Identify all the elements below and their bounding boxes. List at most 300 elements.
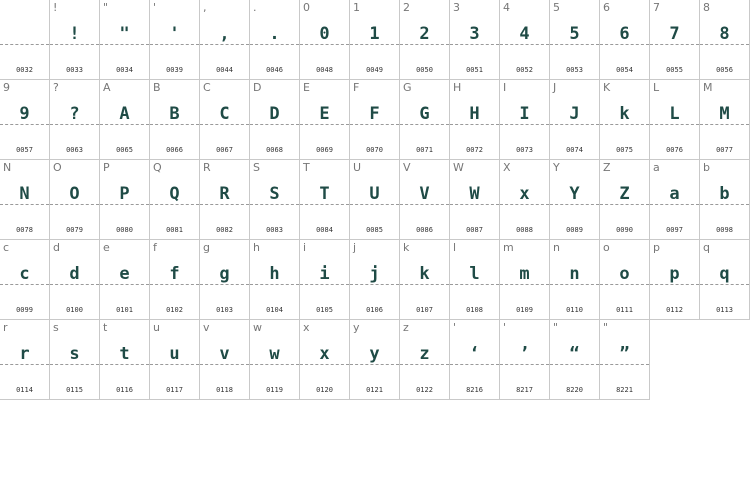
glyph-sample: u	[169, 344, 180, 364]
glyph-sample: d	[69, 264, 80, 284]
glyph-label: N	[3, 161, 12, 174]
glyph-cell	[350, 320, 400, 400]
glyph-code: 0077	[716, 146, 733, 154]
glyph-code: 0104	[266, 306, 283, 314]
glyph-code: 0100	[66, 306, 83, 314]
glyph-sample: g	[219, 264, 230, 284]
glyph-label: t	[103, 321, 108, 334]
glyph-cell	[150, 320, 200, 400]
glyph-sample: I	[519, 104, 530, 124]
glyph-sample: W	[469, 184, 480, 204]
glyph-cell	[450, 240, 500, 320]
glyph-cell	[500, 80, 550, 160]
glyph-cell	[350, 0, 400, 80]
glyph-cell	[450, 80, 500, 160]
baseline-guide	[250, 44, 299, 45]
baseline-guide	[550, 364, 599, 365]
baseline-guide	[650, 44, 699, 45]
glyph-sample: j	[369, 264, 380, 284]
glyph-label: i	[303, 241, 307, 254]
glyph-label: '	[453, 321, 457, 334]
glyph-code: 0108	[466, 306, 483, 314]
glyph-cell	[0, 320, 50, 400]
glyph-cell	[400, 80, 450, 160]
glyph-sample: M	[719, 104, 730, 124]
glyph-cell	[300, 80, 350, 160]
glyph-label: v	[203, 321, 210, 334]
glyph-cell	[50, 0, 100, 80]
glyph-label: E	[303, 81, 310, 94]
glyph-sample: x	[519, 184, 530, 204]
glyph-sample: c	[19, 264, 30, 284]
baseline-guide	[0, 124, 49, 125]
baseline-guide	[500, 44, 549, 45]
baseline-guide	[100, 124, 149, 125]
glyph-label: V	[403, 161, 411, 174]
glyph-code: 0063	[66, 146, 83, 154]
baseline-guide	[100, 364, 149, 365]
glyph-code: 0044	[216, 66, 233, 74]
glyph-label: ,	[203, 1, 207, 14]
glyph-cell	[250, 160, 300, 240]
glyph-sample: 5	[569, 24, 580, 44]
glyph-cell	[400, 160, 450, 240]
glyph-code: 0107	[416, 306, 433, 314]
glyph-sample: h	[269, 264, 280, 284]
glyph-sample: k	[619, 104, 630, 124]
glyph-code: 0121	[366, 386, 383, 394]
glyph-label: n	[553, 241, 560, 254]
glyph-label: a	[653, 161, 660, 174]
baseline-guide	[0, 44, 49, 45]
glyph-code: 0083	[266, 226, 283, 234]
glyph-sample: y	[369, 344, 380, 364]
glyph-cell	[250, 320, 300, 400]
glyph-label: "	[603, 321, 609, 334]
glyph-cell	[550, 80, 600, 160]
glyph-cell	[450, 0, 500, 80]
glyph-label: 3	[453, 1, 460, 14]
glyph-code: 8220	[566, 386, 583, 394]
glyph-cell	[250, 0, 300, 80]
baseline-guide	[500, 204, 549, 205]
glyph-label: d	[53, 241, 60, 254]
glyph-code: 0065	[116, 146, 133, 154]
glyph-cell	[500, 320, 550, 400]
glyph-cell	[250, 240, 300, 320]
glyph-cell	[650, 80, 700, 160]
glyph-cell	[600, 160, 650, 240]
glyph-sample: 3	[469, 24, 480, 44]
glyph-code: 0103	[216, 306, 233, 314]
glyph-code: 0032	[16, 66, 33, 74]
glyph-cell	[200, 240, 250, 320]
glyph-cell	[150, 0, 200, 80]
baseline-guide	[400, 284, 449, 285]
baseline-guide	[350, 124, 399, 125]
glyph-code: 0085	[366, 226, 383, 234]
glyph-sample: N	[19, 184, 30, 204]
glyph-cell	[700, 0, 750, 80]
glyph-cell	[300, 320, 350, 400]
glyph-sample: R	[219, 184, 230, 204]
glyph-label: s	[53, 321, 59, 334]
glyph-code: 0099	[16, 306, 33, 314]
glyph-label: R	[203, 161, 211, 174]
glyph-code: 0090	[616, 226, 633, 234]
glyph-code: 8217	[516, 386, 533, 394]
glyph-code: 0068	[266, 146, 283, 154]
glyph-cell	[650, 0, 700, 80]
glyph-label: '	[153, 1, 157, 14]
glyph-code: 0115	[66, 386, 83, 394]
glyph-cell	[250, 80, 300, 160]
baseline-guide	[200, 284, 249, 285]
glyph-code: 0101	[116, 306, 133, 314]
baseline-guide	[200, 204, 249, 205]
glyph-cell	[100, 240, 150, 320]
glyph-code: 0105	[316, 306, 333, 314]
glyph-cell	[550, 160, 600, 240]
glyph-sample: m	[519, 264, 530, 284]
glyph-cell	[100, 160, 150, 240]
glyph-sample: w	[269, 344, 280, 364]
glyph-label: x	[303, 321, 310, 334]
glyph-sample: “	[569, 344, 580, 364]
glyph-sample: b	[719, 184, 730, 204]
glyph-sample: 2	[419, 24, 430, 44]
glyph-code: 0118	[216, 386, 233, 394]
glyph-sample: U	[369, 184, 380, 204]
glyph-code: 8221	[616, 386, 633, 394]
glyph-sample: Y	[569, 184, 580, 204]
glyph-cell	[700, 160, 750, 240]
glyph-sample: 0	[319, 24, 330, 44]
baseline-guide	[300, 364, 349, 365]
glyph-code: 0070	[366, 146, 383, 154]
glyph-code: 0073	[516, 146, 533, 154]
baseline-guide	[450, 284, 499, 285]
baseline-guide	[150, 204, 199, 205]
glyph-label: H	[453, 81, 462, 94]
baseline-guide	[350, 204, 399, 205]
glyph-code: 0074	[566, 146, 583, 154]
baseline-guide	[150, 44, 199, 45]
glyph-code: 0039	[166, 66, 183, 74]
glyph-code: 0079	[66, 226, 83, 234]
glyph-cell	[550, 0, 600, 80]
glyph-code: 0112	[666, 306, 683, 314]
glyph-label: .	[253, 1, 257, 14]
glyph-sample: 4	[519, 24, 530, 44]
glyph-label: D	[253, 81, 262, 94]
glyph-cell	[650, 240, 700, 320]
glyph-cell	[50, 240, 100, 320]
glyph-label: f	[153, 241, 157, 254]
glyph-label: z	[403, 321, 409, 334]
baseline-guide	[0, 364, 49, 365]
glyph-label: X	[503, 161, 511, 174]
glyph-sample: J	[569, 104, 580, 124]
baseline-guide	[150, 124, 199, 125]
glyph-code: 0033	[66, 66, 83, 74]
glyph-code: 0114	[16, 386, 33, 394]
glyph-code: 0119	[266, 386, 283, 394]
glyph-sample: C	[219, 104, 230, 124]
glyph-cell	[700, 240, 750, 320]
glyph-sample: "	[119, 24, 130, 44]
baseline-guide	[300, 44, 349, 45]
baseline-guide	[700, 124, 749, 125]
glyph-cell	[150, 160, 200, 240]
baseline-guide	[300, 204, 349, 205]
glyph-cell	[0, 80, 50, 160]
baseline-guide	[650, 124, 699, 125]
glyph-sample: e	[119, 264, 130, 284]
glyph-code: 0071	[416, 146, 433, 154]
glyph-label: 7	[653, 1, 660, 14]
glyph-label: B	[153, 81, 161, 94]
glyph-code: 0069	[316, 146, 333, 154]
glyph-cell	[500, 0, 550, 80]
glyph-cell	[450, 320, 500, 400]
glyph-sample: v	[219, 344, 230, 364]
glyph-label: M	[703, 81, 713, 94]
glyph-sample: D	[269, 104, 280, 124]
glyph-cell	[300, 0, 350, 80]
glyph-label: 1	[353, 1, 360, 14]
baseline-guide	[100, 204, 149, 205]
glyph-label: F	[353, 81, 360, 94]
glyph-label: o	[603, 241, 610, 254]
glyph-sample: O	[69, 184, 80, 204]
glyph-label: U	[353, 161, 362, 174]
baseline-guide	[350, 44, 399, 45]
baseline-guide	[400, 204, 449, 205]
glyph-cell	[350, 240, 400, 320]
glyph-code: 0055	[666, 66, 683, 74]
baseline-guide	[300, 284, 349, 285]
glyph-sample: x	[319, 344, 330, 364]
glyph-code: 0056	[716, 66, 733, 74]
glyph-label: e	[103, 241, 110, 254]
baseline-guide	[400, 364, 449, 365]
glyph-code: 0050	[416, 66, 433, 74]
baseline-guide	[500, 284, 549, 285]
baseline-guide	[550, 204, 599, 205]
baseline-guide	[250, 204, 299, 205]
glyph-label: !	[53, 1, 58, 14]
baseline-guide	[600, 364, 649, 365]
glyph-label: "	[103, 1, 109, 14]
glyph-code: 0117	[166, 386, 183, 394]
glyph-label: P	[103, 161, 110, 174]
glyph-code: 0051	[466, 66, 483, 74]
glyph-sample: G	[419, 104, 430, 124]
glyph-code: 0082	[216, 226, 233, 234]
baseline-guide	[150, 364, 199, 365]
glyph-cell	[350, 80, 400, 160]
glyph-cell	[600, 320, 650, 400]
glyph-cell	[0, 240, 50, 320]
glyph-code: 8216	[466, 386, 483, 394]
glyph-code: 0102	[166, 306, 183, 314]
glyph-cell	[450, 160, 500, 240]
baseline-guide	[50, 44, 99, 45]
glyph-sample: B	[169, 104, 180, 124]
baseline-guide	[600, 204, 649, 205]
glyph-label: S	[253, 161, 260, 174]
glyph-sample: ‘	[469, 344, 480, 364]
glyph-label: 9	[3, 81, 10, 94]
glyph-sample: ”	[619, 344, 630, 364]
glyph-sample: r	[19, 344, 30, 364]
glyph-cell	[50, 320, 100, 400]
glyph-code: 0088	[516, 226, 533, 234]
glyph-sample: k	[419, 264, 430, 284]
glyph-cell	[700, 80, 750, 160]
glyph-cell	[500, 160, 550, 240]
glyph-label: Y	[553, 161, 560, 174]
glyph-sample: z	[419, 344, 430, 364]
glyph-cell	[400, 320, 450, 400]
glyph-cell	[400, 240, 450, 320]
glyph-sample: f	[169, 264, 180, 284]
glyph-label: w	[253, 321, 262, 334]
glyph-sample: F	[369, 104, 380, 124]
baseline-guide	[550, 284, 599, 285]
glyph-sample: 6	[619, 24, 630, 44]
glyph-code: 0110	[566, 306, 583, 314]
baseline-guide	[500, 124, 549, 125]
glyph-label: C	[203, 81, 211, 94]
glyph-sample: a	[669, 184, 680, 204]
glyph-cell	[350, 160, 400, 240]
glyph-code: 0046	[266, 66, 283, 74]
glyph-cell	[550, 320, 600, 400]
glyph-sample: T	[319, 184, 330, 204]
glyph-sample: 1	[369, 24, 380, 44]
glyph-cell	[100, 320, 150, 400]
baseline-guide	[350, 284, 399, 285]
glyph-label: Q	[153, 161, 162, 174]
glyph-label: c	[3, 241, 10, 254]
glyph-code: 0080	[116, 226, 133, 234]
glyph-code: 0034	[116, 66, 133, 74]
glyph-sample: ?	[69, 104, 80, 124]
glyph-sample: l	[469, 264, 480, 284]
glyph-label: L	[653, 81, 660, 94]
glyph-label: Z	[603, 161, 611, 174]
baseline-guide	[50, 284, 99, 285]
glyph-sample: i	[319, 264, 330, 284]
baseline-guide	[250, 124, 299, 125]
glyph-code: 0122	[416, 386, 433, 394]
glyph-code: 0109	[516, 306, 533, 314]
baseline-guide	[0, 204, 49, 205]
glyph-code: 0076	[666, 146, 683, 154]
baseline-guide	[400, 124, 449, 125]
glyph-cell	[200, 80, 250, 160]
baseline-guide	[250, 364, 299, 365]
glyph-label: k	[403, 241, 410, 254]
glyph-label: 0	[303, 1, 310, 14]
glyph-cell	[400, 0, 450, 80]
glyph-label: ?	[53, 81, 59, 94]
glyph-cell	[300, 160, 350, 240]
glyph-label: h	[253, 241, 260, 254]
glyph-cell	[550, 240, 600, 320]
baseline-guide	[650, 284, 699, 285]
glyph-sample: A	[119, 104, 130, 124]
baseline-guide	[550, 124, 599, 125]
glyph-label: m	[503, 241, 514, 254]
baseline-guide	[250, 284, 299, 285]
baseline-guide	[550, 44, 599, 45]
baseline-guide	[500, 364, 549, 365]
glyph-cell	[500, 240, 550, 320]
glyph-label: T	[303, 161, 310, 174]
glyph-label: l	[453, 241, 457, 254]
glyph-label: 8	[703, 1, 710, 14]
glyph-label: j	[353, 241, 357, 254]
glyph-sample: E	[319, 104, 330, 124]
baseline-guide	[350, 364, 399, 365]
glyph-cell	[600, 80, 650, 160]
baseline-guide	[200, 124, 249, 125]
glyph-sample: !	[69, 24, 80, 44]
glyph-label: p	[653, 241, 660, 254]
baseline-guide	[650, 204, 699, 205]
glyph-sample: L	[669, 104, 680, 124]
glyph-sample: P	[119, 184, 130, 204]
glyph-code: 0089	[566, 226, 583, 234]
glyph-sample: V	[419, 184, 430, 204]
glyph-label: 5	[553, 1, 560, 14]
glyph-cell	[600, 0, 650, 80]
baseline-guide	[50, 204, 99, 205]
glyph-sample: s	[69, 344, 80, 364]
glyph-code: 0072	[466, 146, 483, 154]
baseline-guide	[600, 44, 649, 45]
glyph-sample: q	[719, 264, 730, 284]
glyph-sample: o	[619, 264, 630, 284]
baseline-guide	[700, 284, 749, 285]
glyph-label: r	[3, 321, 8, 334]
glyph-code: 0111	[616, 306, 633, 314]
glyph-code: 0067	[216, 146, 233, 154]
glyph-code: 0106	[366, 306, 383, 314]
glyph-cell	[50, 80, 100, 160]
glyph-sample: ’	[519, 344, 530, 364]
glyph-sample: 8	[719, 24, 730, 44]
glyph-label: y	[353, 321, 360, 334]
glyph-sample: .	[269, 24, 280, 44]
baseline-guide	[200, 44, 249, 45]
baseline-guide	[150, 284, 199, 285]
glyph-sample: Z	[619, 184, 630, 204]
glyph-cell	[200, 160, 250, 240]
glyph-sample: H	[469, 104, 480, 124]
glyph-label: 4	[503, 1, 510, 14]
glyph-label: W	[453, 161, 464, 174]
glyph-label: "	[553, 321, 559, 334]
glyph-sample: t	[119, 344, 130, 364]
glyph-code: 0053	[566, 66, 583, 74]
glyph-label: K	[603, 81, 611, 94]
glyph-label: A	[103, 81, 111, 94]
glyph-code: 0120	[316, 386, 333, 394]
